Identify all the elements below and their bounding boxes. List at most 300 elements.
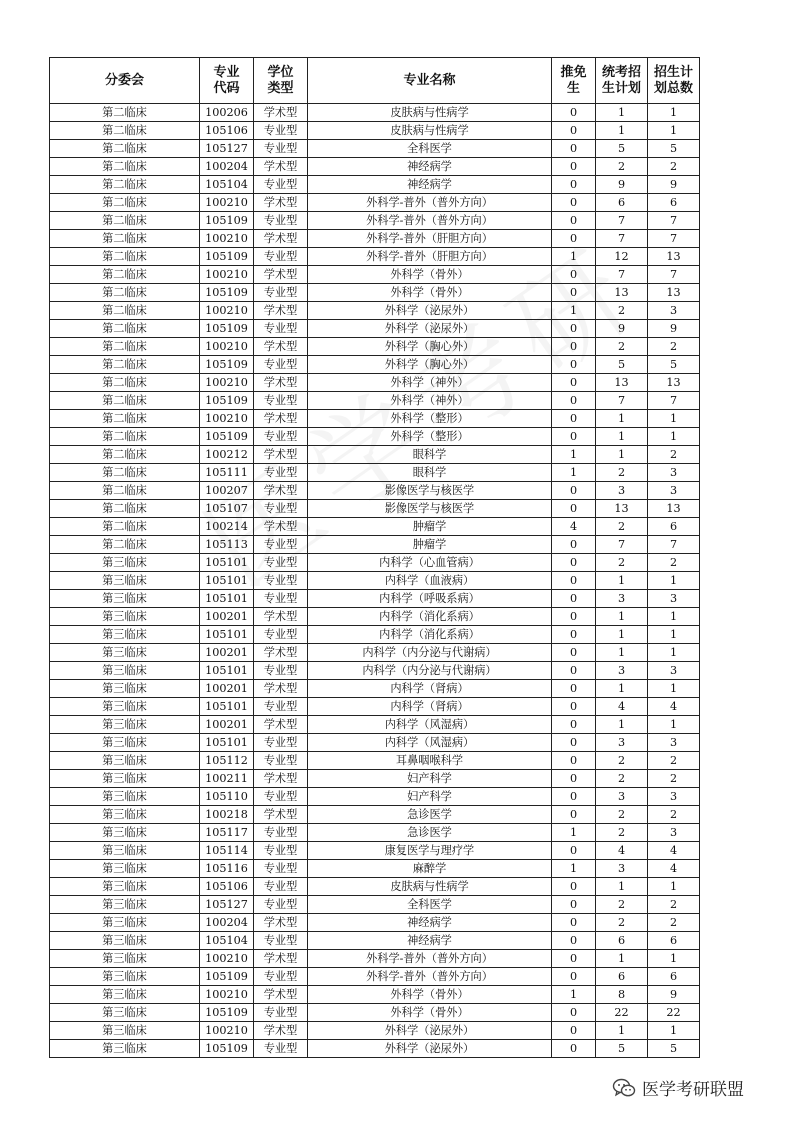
exam-quota-cell: 5: [596, 356, 648, 374]
major-code-cell: 105111: [200, 464, 254, 482]
division-cell: 第三临床: [50, 842, 200, 860]
table-row: [50, 140, 700, 158]
major-name-cell: 肿瘤学: [308, 518, 552, 536]
total-quota-cell: 9: [648, 986, 700, 1004]
major-name-cell: 外科学（胸心外）: [308, 356, 552, 374]
division-cell: 第二临床: [50, 518, 200, 536]
total-quota-cell: 3: [648, 824, 700, 842]
brand-footer: [612, 1075, 744, 1100]
division-cell: 第二临床: [50, 428, 200, 446]
total-quota-cell: 1: [648, 878, 700, 896]
major-name-cell: 康复医学与理疗学: [308, 842, 552, 860]
major-code-cell: 100201: [200, 716, 254, 734]
recommended-cell: 0: [552, 572, 596, 590]
table-row: [50, 248, 700, 266]
exam-quota-cell: 1: [596, 572, 648, 590]
division-cell: 第三临床: [50, 662, 200, 680]
division-cell: 第三临床: [50, 698, 200, 716]
major-name-cell: 麻醉学: [308, 860, 552, 878]
major-code-cell: 105109: [200, 320, 254, 338]
recommended-cell: 0: [552, 392, 596, 410]
table-row: [50, 104, 700, 122]
total-quota-cell: 3: [648, 482, 700, 500]
major-name-cell: 外科学（胸心外）: [308, 338, 552, 356]
major-name-cell: 内科学（内分泌与代谢病）: [308, 644, 552, 662]
major-code-cell: 105101: [200, 734, 254, 752]
header-total-quota: [648, 58, 700, 104]
total-quota-cell: 13: [648, 284, 700, 302]
exam-quota-cell: 13: [596, 500, 648, 518]
degree-type-cell: 专业型: [254, 122, 308, 140]
header-text-line: 类型: [267, 80, 294, 96]
table-row: [50, 788, 700, 806]
header-major-code: [200, 58, 254, 104]
major-name-cell: 神经病学: [308, 932, 552, 950]
major-code-cell: 105101: [200, 590, 254, 608]
exam-quota-cell: 12: [596, 248, 648, 266]
degree-type-cell: 专业型: [254, 500, 308, 518]
major-name-cell: 内科学（血液病）: [308, 572, 552, 590]
degree-type-cell: 专业型: [254, 932, 308, 950]
table-row: [50, 932, 700, 950]
major-code-cell: 105107: [200, 500, 254, 518]
major-code-cell: 105127: [200, 140, 254, 158]
division-cell: 第二临床: [50, 284, 200, 302]
recommended-cell: 0: [552, 176, 596, 194]
division-cell: 第三临床: [50, 1022, 200, 1040]
header-text-line: 生: [566, 80, 580, 96]
division-cell: 第二临床: [50, 356, 200, 374]
exam-quota-cell: 2: [596, 302, 648, 320]
division-cell: 第二临床: [50, 446, 200, 464]
table-row: [50, 230, 700, 248]
major-code-cell: 105106: [200, 878, 254, 896]
total-quota-cell: 13: [648, 500, 700, 518]
major-code-cell: 105114: [200, 842, 254, 860]
total-quota-cell: 2: [648, 896, 700, 914]
exam-quota-cell: 5: [596, 140, 648, 158]
total-quota-cell: 5: [648, 1040, 700, 1058]
header-text-line: 专业名称: [403, 72, 456, 88]
total-quota-cell: 1: [648, 644, 700, 662]
exam-quota-cell: 6: [596, 968, 648, 986]
division-cell: 第三临床: [50, 932, 200, 950]
table-row: [50, 392, 700, 410]
degree-type-cell: 学术型: [254, 716, 308, 734]
major-code-cell: 105117: [200, 824, 254, 842]
table-row: [50, 950, 700, 968]
recommended-cell: 0: [552, 914, 596, 932]
major-code-cell: 105101: [200, 572, 254, 590]
degree-type-cell: 学术型: [254, 266, 308, 284]
degree-type-cell: 专业型: [254, 662, 308, 680]
exam-quota-cell: 3: [596, 482, 648, 500]
recommended-cell: 1: [552, 824, 596, 842]
major-name-cell: 外科学（骨外）: [308, 1004, 552, 1022]
major-code-cell: 100210: [200, 266, 254, 284]
exam-quota-cell: 13: [596, 374, 648, 392]
division-cell: 第三临床: [50, 572, 200, 590]
exam-quota-cell: 2: [596, 752, 648, 770]
major-name-cell: 外科学（骨外）: [308, 986, 552, 1004]
degree-type-cell: 专业型: [254, 590, 308, 608]
degree-type-cell: 专业型: [254, 176, 308, 194]
major-code-cell: 105106: [200, 122, 254, 140]
division-cell: 第三临床: [50, 788, 200, 806]
major-code-cell: 105104: [200, 932, 254, 950]
total-quota-cell: 1: [648, 122, 700, 140]
total-quota-cell: 2: [648, 446, 700, 464]
enrollment-table-container: [49, 57, 700, 1058]
recommended-cell: 0: [552, 716, 596, 734]
major-code-cell: 100210: [200, 230, 254, 248]
recommended-cell: 0: [552, 1004, 596, 1022]
exam-quota-cell: 2: [596, 518, 648, 536]
division-cell: 第二临床: [50, 248, 200, 266]
table-row: [50, 446, 700, 464]
exam-quota-cell: 2: [596, 770, 648, 788]
total-quota-cell: 5: [648, 140, 700, 158]
major-code-cell: 105109: [200, 392, 254, 410]
major-name-cell: 外科学（整形）: [308, 410, 552, 428]
exam-quota-cell: 7: [596, 230, 648, 248]
major-name-cell: 皮肤病与性病学: [308, 104, 552, 122]
exam-quota-cell: 1: [596, 1022, 648, 1040]
major-name-cell: 内科学（肾病）: [308, 680, 552, 698]
division-cell: 第三临床: [50, 644, 200, 662]
major-name-cell: 外科学-普外（肝胆方向）: [308, 230, 552, 248]
table-row: [50, 482, 700, 500]
major-code-cell: 100210: [200, 194, 254, 212]
total-quota-cell: 4: [648, 860, 700, 878]
total-quota-cell: 1: [648, 716, 700, 734]
recommended-cell: 0: [552, 626, 596, 644]
header-text-line: 招生计: [653, 64, 693, 80]
table-row: [50, 518, 700, 536]
degree-type-cell: 专业型: [254, 824, 308, 842]
major-code-cell: 105109: [200, 428, 254, 446]
recommended-cell: 0: [552, 644, 596, 662]
division-cell: 第三临床: [50, 716, 200, 734]
total-quota-cell: 3: [648, 788, 700, 806]
division-cell: 第三临床: [50, 626, 200, 644]
exam-quota-cell: 2: [596, 554, 648, 572]
recommended-cell: 0: [552, 590, 596, 608]
division-cell: 第二临床: [50, 392, 200, 410]
major-code-cell: 105116: [200, 860, 254, 878]
recommended-cell: 0: [552, 140, 596, 158]
total-quota-cell: 13: [648, 248, 700, 266]
degree-type-cell: 专业型: [254, 752, 308, 770]
major-code-cell: 100214: [200, 518, 254, 536]
recommended-cell: 0: [552, 698, 596, 716]
header-text-line: 学位: [267, 64, 294, 80]
exam-quota-cell: 1: [596, 878, 648, 896]
total-quota-cell: 4: [648, 698, 700, 716]
major-name-cell: 神经病学: [308, 176, 552, 194]
degree-type-cell: 学术型: [254, 914, 308, 932]
division-cell: 第三临床: [50, 554, 200, 572]
header-division: [50, 58, 200, 104]
table-row: [50, 212, 700, 230]
major-name-cell: 内科学（肾病）: [308, 698, 552, 716]
recommended-cell: 0: [552, 266, 596, 284]
major-code-cell: 100201: [200, 680, 254, 698]
exam-quota-cell: 2: [596, 914, 648, 932]
degree-type-cell: 专业型: [254, 860, 308, 878]
table-row: [50, 266, 700, 284]
exam-quota-cell: 1: [596, 680, 648, 698]
degree-type-cell: 学术型: [254, 950, 308, 968]
recommended-cell: 0: [552, 320, 596, 338]
table-row: [50, 824, 700, 842]
total-quota-cell: 1: [648, 950, 700, 968]
recommended-cell: 4: [552, 518, 596, 536]
exam-quota-cell: 4: [596, 842, 648, 860]
major-code-cell: 105101: [200, 554, 254, 572]
table-row: [50, 986, 700, 1004]
header-text-line: 分委会: [104, 72, 144, 88]
exam-quota-cell: 1: [596, 716, 648, 734]
total-quota-cell: 9: [648, 320, 700, 338]
recommended-cell: 0: [552, 356, 596, 374]
division-cell: 第三临床: [50, 950, 200, 968]
recommended-cell: 0: [552, 950, 596, 968]
major-code-cell: 105101: [200, 662, 254, 680]
major-name-cell: 急诊医学: [308, 806, 552, 824]
major-name-cell: 外科学（泌尿外）: [308, 320, 552, 338]
major-code-cell: 100210: [200, 986, 254, 1004]
major-code-cell: 105112: [200, 752, 254, 770]
header-text-line: 专业: [213, 64, 240, 80]
major-name-cell: 全科医学: [308, 896, 552, 914]
degree-type-cell: 专业型: [254, 572, 308, 590]
major-name-cell: 外科学（泌尿外）: [308, 1022, 552, 1040]
division-cell: 第二临床: [50, 464, 200, 482]
major-code-cell: 105109: [200, 248, 254, 266]
total-quota-cell: 9: [648, 176, 700, 194]
table-row: [50, 716, 700, 734]
division-cell: 第三临床: [50, 914, 200, 932]
total-quota-cell: 7: [648, 392, 700, 410]
major-name-cell: 外科学（泌尿外）: [308, 1040, 552, 1058]
recommended-cell: 0: [552, 1022, 596, 1040]
table-row: [50, 302, 700, 320]
degree-type-cell: 专业型: [254, 1040, 308, 1058]
major-name-cell: 妇产科学: [308, 788, 552, 806]
degree-type-cell: 学术型: [254, 518, 308, 536]
recommended-cell: 0: [552, 122, 596, 140]
degree-type-cell: 学术型: [254, 410, 308, 428]
major-code-cell: 100210: [200, 302, 254, 320]
degree-type-cell: 学术型: [254, 680, 308, 698]
division-cell: 第二临床: [50, 320, 200, 338]
division-cell: 第三临床: [50, 986, 200, 1004]
major-name-cell: 外科学-普外（普外方向）: [308, 950, 552, 968]
major-name-cell: 内科学（风湿病）: [308, 716, 552, 734]
total-quota-cell: 13: [648, 374, 700, 392]
brand-name: 医学考研联盟: [642, 1080, 744, 1100]
recommended-cell: 0: [552, 680, 596, 698]
exam-quota-cell: 1: [596, 428, 648, 446]
table-row: [50, 698, 700, 716]
exam-quota-cell: 4: [596, 698, 648, 716]
major-code-cell: 105109: [200, 356, 254, 374]
major-name-cell: 皮肤病与性病学: [308, 878, 552, 896]
exam-quota-cell: 2: [596, 806, 648, 824]
division-cell: 第二临床: [50, 536, 200, 554]
table-row: [50, 770, 700, 788]
division-cell: 第三临床: [50, 824, 200, 842]
table-row: [50, 338, 700, 356]
exam-quota-cell: 3: [596, 590, 648, 608]
major-code-cell: 105110: [200, 788, 254, 806]
recommended-cell: 1: [552, 446, 596, 464]
table-row: [50, 752, 700, 770]
header-text-line: 代码: [213, 80, 240, 96]
exam-quota-cell: 2: [596, 158, 648, 176]
recommended-cell: 0: [552, 968, 596, 986]
division-cell: 第三临床: [50, 608, 200, 626]
division-cell: 第二临床: [50, 176, 200, 194]
total-quota-cell: 2: [648, 752, 700, 770]
exam-quota-cell: 3: [596, 860, 648, 878]
table-row: [50, 590, 700, 608]
table-row: [50, 464, 700, 482]
major-name-cell: 外科学（泌尿外）: [308, 302, 552, 320]
recommended-cell: 0: [552, 104, 596, 122]
major-name-cell: 肿瘤学: [308, 536, 552, 554]
recommended-cell: 0: [552, 482, 596, 500]
table-row: [50, 914, 700, 932]
recommended-cell: 0: [552, 752, 596, 770]
division-cell: 第二临床: [50, 212, 200, 230]
exam-quota-cell: 7: [596, 266, 648, 284]
major-name-cell: 内科学（消化系病）: [308, 608, 552, 626]
division-cell: 第二临床: [50, 104, 200, 122]
total-quota-cell: 2: [648, 770, 700, 788]
degree-type-cell: 学术型: [254, 1022, 308, 1040]
division-cell: 第三临床: [50, 878, 200, 896]
recommended-cell: 0: [552, 896, 596, 914]
degree-type-cell: 学术型: [254, 338, 308, 356]
total-quota-cell: 2: [648, 158, 700, 176]
exam-quota-cell: 1: [596, 410, 648, 428]
division-cell: 第三临床: [50, 860, 200, 878]
degree-type-cell: 学术型: [254, 158, 308, 176]
degree-type-cell: 学术型: [254, 482, 308, 500]
major-name-cell: 内科学（内分泌与代谢病）: [308, 662, 552, 680]
degree-type-cell: 专业型: [254, 392, 308, 410]
recommended-cell: 1: [552, 464, 596, 482]
major-name-cell: 影像医学与核医学: [308, 482, 552, 500]
recommended-cell: 1: [552, 248, 596, 266]
enrollment-table: [49, 57, 700, 1058]
major-name-cell: 内科学（消化系病）: [308, 626, 552, 644]
recommended-cell: 1: [552, 986, 596, 1004]
table-row: [50, 536, 700, 554]
major-code-cell: 105109: [200, 1004, 254, 1022]
total-quota-cell: 3: [648, 662, 700, 680]
degree-type-cell: 专业型: [254, 554, 308, 572]
major-name-cell: 眼科学: [308, 446, 552, 464]
degree-type-cell: 学术型: [254, 806, 308, 824]
degree-type-cell: 学术型: [254, 446, 308, 464]
exam-quota-cell: 2: [596, 824, 648, 842]
recommended-cell: 0: [552, 1040, 596, 1058]
table-row: [50, 284, 700, 302]
exam-quota-cell: 3: [596, 788, 648, 806]
division-cell: 第三临床: [50, 770, 200, 788]
degree-type-cell: 专业型: [254, 284, 308, 302]
division-cell: 第二临床: [50, 482, 200, 500]
degree-type-cell: 专业型: [254, 878, 308, 896]
exam-quota-cell: 1: [596, 626, 648, 644]
table-row: [50, 176, 700, 194]
table-row: [50, 1004, 700, 1022]
total-quota-cell: 1: [648, 104, 700, 122]
recommended-cell: 0: [552, 374, 596, 392]
total-quota-cell: 6: [648, 518, 700, 536]
major-code-cell: 100210: [200, 1022, 254, 1040]
recommended-cell: 0: [552, 284, 596, 302]
exam-quota-cell: 6: [596, 932, 648, 950]
total-quota-cell: 22: [648, 1004, 700, 1022]
exam-quota-cell: 8: [596, 986, 648, 1004]
total-quota-cell: 1: [648, 1022, 700, 1040]
exam-quota-cell: 2: [596, 896, 648, 914]
division-cell: 第二临床: [50, 338, 200, 356]
table-row: [50, 842, 700, 860]
division-cell: 第三临床: [50, 968, 200, 986]
exam-quota-cell: 22: [596, 1004, 648, 1022]
division-cell: 第二临床: [50, 230, 200, 248]
table-row: [50, 878, 700, 896]
major-name-cell: 全科医学: [308, 140, 552, 158]
table-header-row: [50, 58, 700, 104]
recommended-cell: 0: [552, 194, 596, 212]
total-quota-cell: 1: [648, 428, 700, 446]
degree-type-cell: 学术型: [254, 374, 308, 392]
total-quota-cell: 6: [648, 968, 700, 986]
table-row: [50, 680, 700, 698]
recommended-cell: 0: [552, 878, 596, 896]
degree-type-cell: 专业型: [254, 428, 308, 446]
major-name-cell: 急诊医学: [308, 824, 552, 842]
total-quota-cell: 1: [648, 608, 700, 626]
recommended-cell: 0: [552, 608, 596, 626]
table-row: [50, 194, 700, 212]
recommended-cell: 0: [552, 734, 596, 752]
exam-quota-cell: 7: [596, 536, 648, 554]
division-cell: 第二临床: [50, 194, 200, 212]
division-cell: 第三临床: [50, 1040, 200, 1058]
table-row: [50, 896, 700, 914]
exam-quota-cell: 2: [596, 338, 648, 356]
total-quota-cell: 3: [648, 734, 700, 752]
total-quota-cell: 2: [648, 914, 700, 932]
division-cell: 第三临床: [50, 752, 200, 770]
division-cell: 第三临床: [50, 896, 200, 914]
major-code-cell: 105109: [200, 212, 254, 230]
major-name-cell: 影像医学与核医学: [308, 500, 552, 518]
division-cell: 第三临床: [50, 734, 200, 752]
table-row: [50, 644, 700, 662]
major-name-cell: 外科学-普外（普外方向）: [308, 968, 552, 986]
major-name-cell: 内科学（风湿病）: [308, 734, 552, 752]
table-row: [50, 158, 700, 176]
recommended-cell: 1: [552, 302, 596, 320]
